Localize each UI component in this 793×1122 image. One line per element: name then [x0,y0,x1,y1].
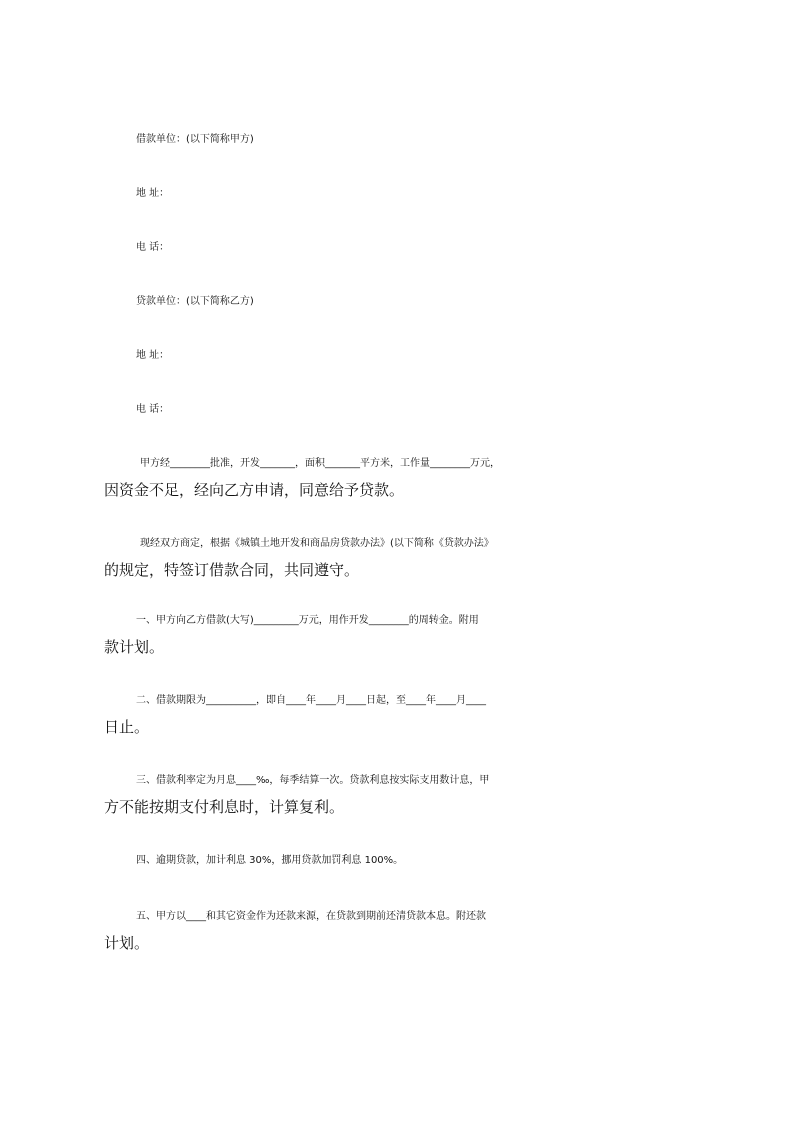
borrower-field: 借款单位：(以下简称甲方) [136,134,254,145]
clause-1-line1: 一、甲方向乙方借款(大写)_________万元，用作开发________的周转金。附用 [136,615,479,626]
clause-5-line2: 计划。 [104,934,150,952]
paragraph-approval-line2: 因资金不足，经向乙方申请，同意给予贷款。 [104,481,405,499]
clause-3-line2: 方不能按期支付利息时，计算复利。 [104,798,345,816]
lender-field: 贷款单位：(以下简称乙方) [136,296,254,307]
clause-3-line1: 三、借款利率定为月息____‰，每季结算一次。贷款利息按实际支用数计息，甲 [136,775,490,786]
clause-5-line1: 五、甲方以____和其它资金作为还款来源，在贷款到期前还清贷款本息。附还款 [136,911,486,922]
paragraph-agreement-line1: 现经双方商定，根据《城镇土地开发和商品房贷款办法》(以下简称《贷款办法》 [140,538,494,549]
lender-phone-field: 电 话： [136,404,170,415]
clause-2-line2: 日止。 [104,718,150,736]
paragraph-approval-line1: 甲方经________批准，开发_______，面积_______平方米，工作量________万元， [140,458,500,469]
borrower-phone-field: 电 话： [136,242,170,253]
lender-address-field: 地 址： [136,350,170,361]
borrower-address-field: 地 址： [136,188,170,199]
clause-2-line1: 二、借款期限为__________，即自____年____月____日起，至____年____月____ [136,695,486,706]
paragraph-agreement-line2: 的规定，特签订借款合同，共同遵守。 [104,561,360,579]
clause-4-line1: 四、逾期贷款，加计利息 30%，挪用贷款加罚利息 100%。 [136,855,404,866]
clause-1-line2: 款计划。 [104,638,165,656]
